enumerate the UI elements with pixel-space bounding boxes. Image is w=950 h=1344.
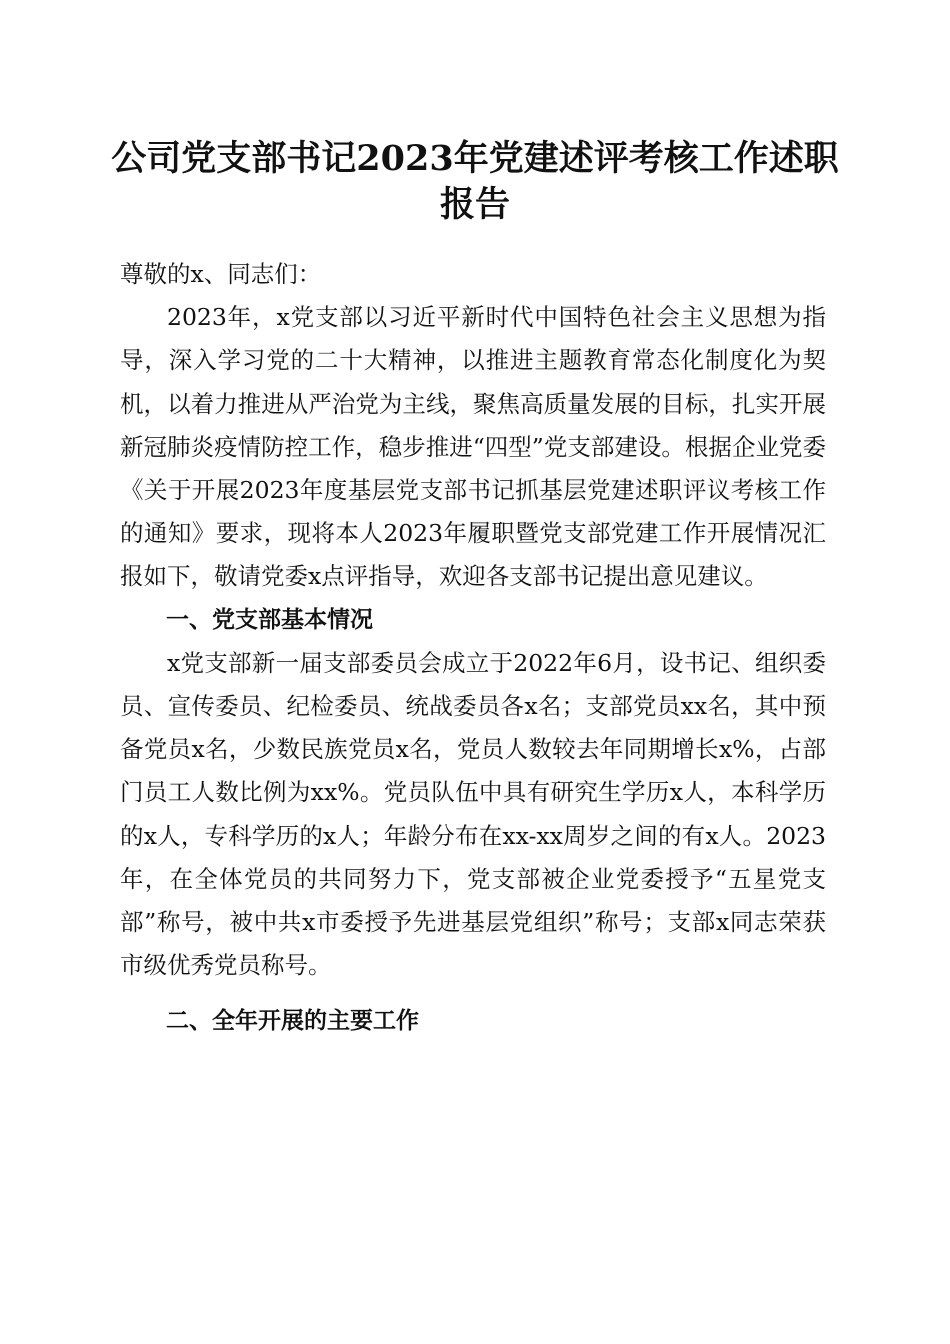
salutation: 尊敬的x、同志们： (120, 260, 322, 288)
paragraph-basic-info: x党支部新一届支部委员会成立于2022年6月，设书记、组织委员、宣传委员、纪检委员、统战委员各x名；支部党员xx名，其中预备党员x名，少数民族党员x名，党员人数较去年同期增长x%，占部门员工人数比例为xx%。党员队伍中具有研究生学历x人，本科学历的x人，专科学历的x人；年龄分布在xx-xx周岁之间的有x人。2023年，在全体党员的共同努力下，党支部被企业党委授予“五星党支部”称号，被中共x市委授予先进基层党组织”称号；支部x同志荣获市级优秀党员称号。 (120, 648, 826, 980)
section-heading-1: 一、党支部基本情况 (166, 606, 373, 633)
section-heading-2: 二、全年开展的主要工作 (166, 1008, 419, 1035)
document-body (120, 253, 826, 1044)
document-title: 公司党支部书记2023年党建述评考核工作述职报告 (111, 138, 839, 225)
paragraph-intro: 2023年，x党支部以习近平新时代中国特色社会主义思想为指导，深入学习党的二十大精神，以推进主题教育常态化制度化为契机，以着力推进从严治党为主线，聚焦高质量发展的目标，扎实开展新冠肺炎疫情防控工作，稳步推进“四型”党支部建设。根据企业党委《关于开展2023年度基层党支部书记抓基层党建述职评议考核工作的通知》要求，现将本人2023年履职暨党支部党建工作开展情况汇报如下，敬请党委x点评指导，欢迎各支部书记提出意见建议。 (120, 303, 826, 591)
